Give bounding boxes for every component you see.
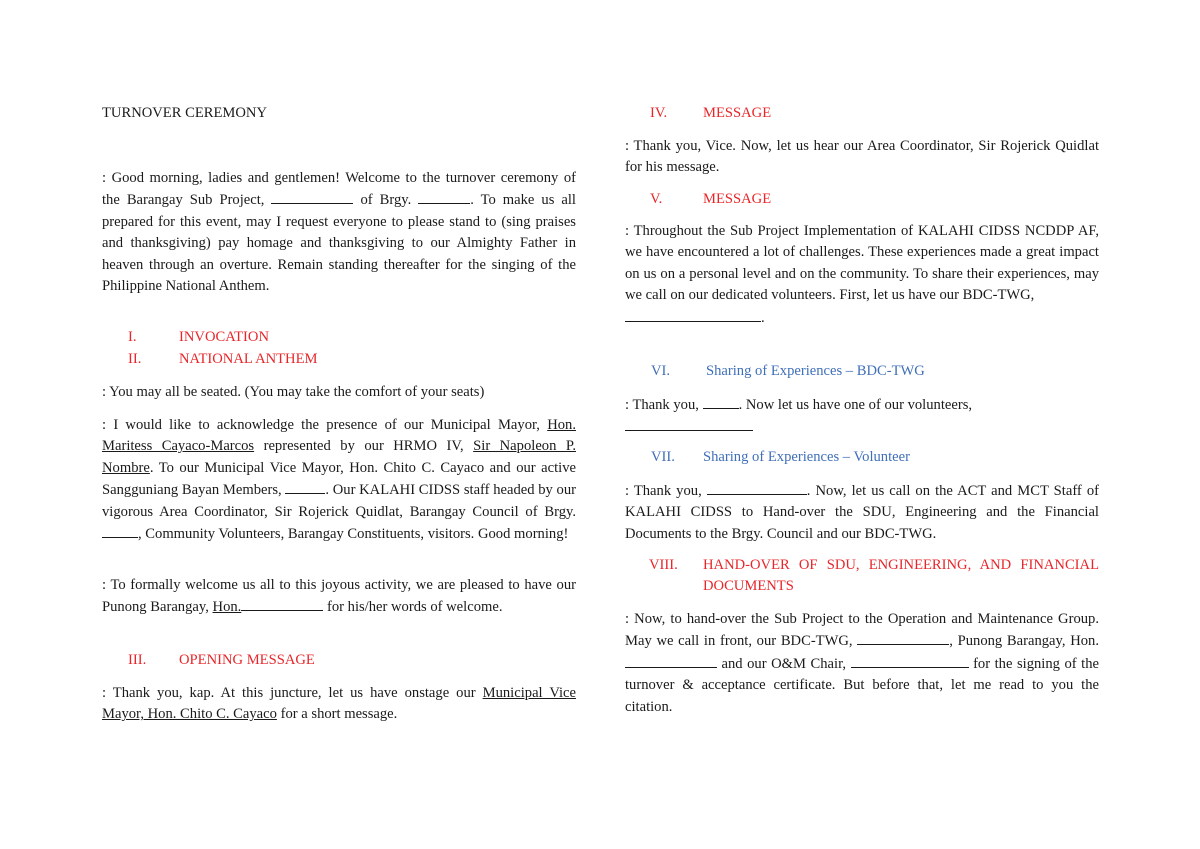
blank-line [703,394,739,409]
blank-line [102,523,138,538]
volunteers-paragraph: : Thank you, . Now let us have one of our volunteers, [625,394,1099,439]
hrmo-name: Sir Napoleon P. Nombre [102,438,576,476]
heading-hand-over: VIII. HAND-OVER OF SDU, ENGINEERING, AND FINANCIAL DOCUMENTS [649,557,1099,595]
blank-line [625,653,717,668]
blank-line [707,480,807,495]
heading-message-v: V. MESSAGE [650,191,772,207]
blank-line [851,653,969,668]
vice-mayor-paragraph: : Thank you, kap. At this juncture, let us have onstage our Municipal Vice Mayor, Hon. Chito C. Cayaco for a short message. [102,685,576,723]
heading-sharing-bdc-twg: VI. Sharing of Experiences – BDC-TWG [651,363,925,379]
blank-line [625,416,753,431]
blank-line [857,630,949,645]
blank-line [271,189,353,204]
heading-opening-message: III. OPENING MESSAGE [128,652,315,668]
blank-line [285,479,325,494]
heading-national-anthem: II. NATIONAL ANTHEM [128,351,318,367]
welcome-paragraph: : Good morning, ladies and gentlemen! Welcome to the turnover ceremony of the Barangay Sub Project, of Brgy. . To make us all prepared for this event, may I request everyone to please stand to (sing praises and thanksgiving) pay homage and thanksgiving to our Almighty Father in heaven through an overture. Remain standing thereafter for the singing of the Philippine National Anthem. [102,170,576,295]
blank-line [625,307,761,322]
document-title: TURNOVER CEREMONY [102,105,267,121]
blank-line [418,189,470,204]
vice-mayor-name: Municipal Vice Mayor, Hon. Chito C. Cayaco [102,685,576,723]
welcome-address-paragraph: : To formally welcome us all to this joyous activity, we are pleased to have our Punong Barangay, Hon. for his/her words of welcome. [102,577,576,616]
seated-paragraph: : You may all be seated. (You may take the comfort of your seats) [102,384,485,400]
mayor-name: Hon. Maritess Cayaco-Marcos [102,417,576,455]
challenges-paragraph: : Throughout the Sub Project Implementation of KALAHI CIDSS NCDDP AF, we have encountered a lot of challenges. These experiences made a great impact on us on a personal level and on the community. To share their experiences, may we call on our dedicated volunteers. First, let us have our BDC-TWG, . [625,223,1099,326]
heading-message-iv: IV. MESSAGE [650,105,772,121]
area-coordinator-paragraph: : Thank you, Vice. Now, let us hear our Area Coordinator, Sir Rojerick Quidlat for his message. [625,138,1099,176]
hand-over-paragraph: : Now, to hand-over the Sub Project to the Operation and Maintenance Group. May we call in front, our BDC-TWG, , Punong Barangay, Hon. and our O&M Chair, for the signing of the turnover & acceptance certificate. But before that, let me read to you the citation. [625,611,1099,715]
acknowledgement-paragraph: : I would like to acknowledge the presence of our Municipal Mayor, Hon. Maritess Cayaco-Marcos represented by our HRMO IV, Sir Napoleon P. Nombre. To our Municipal Vice Mayor, Hon. Chito C. Cayaco and our active Sangguniang Bayan Members, . Our KALAHI CIDSS staff headed by our vigorous Area Coordinator, Sir Rojerick Quidlat, Barangay Council of Brgy. , Community Volunteers, Barangay Constituents, visitors. Good morning! [102,417,577,543]
heading-sharing-volunteer: VII. Sharing of Experiences – Volunteer [651,449,910,465]
act-mct-paragraph: : Thank you, . Now, let us call on the ACT and MCT Staff of KALAHI CIDSS to Hand-over the SDU, Engineering and the Financial Documents to the Brgy. Council and our BDC-TWG. [625,480,1099,545]
heading-invocation: I. INVOCATION [128,329,269,345]
blank-line [241,596,323,611]
